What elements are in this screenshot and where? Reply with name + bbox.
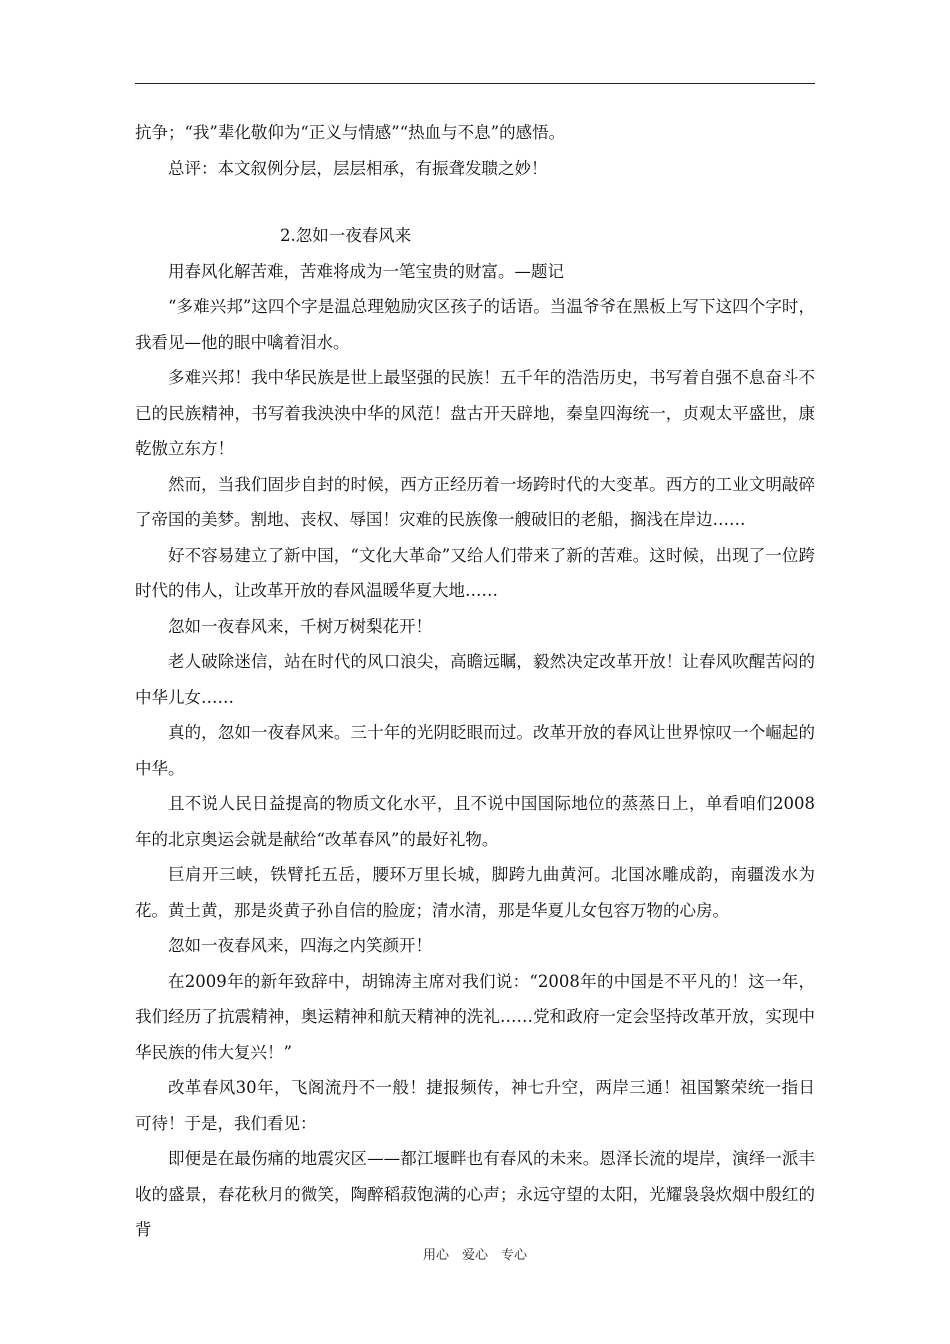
paragraph: 老人破除迷信，站在时代的风口浪尖，高瞻远瞩，毅然决定改革开放！让春风吹醒苦闷的中华儿女……: [135, 652, 815, 707]
paragraph: 在2009年的新年致辞中，胡锦涛主席对我们说：“2008年的中国是不平凡的！这一年，我们经历了抗震精神，奥运精神和航天精神的洗礼……党和政府一定会坚持改革开放，实现中华民族的伟大复兴！”: [135, 971, 815, 1062]
essay-title: 2.忽如一夜春风来: [280, 226, 412, 245]
paragraph: 抗争；“我”辈化敬仰为“正义与情感”“热血与不息”的感悟。: [135, 123, 566, 142]
paragraph: 真的，忽如一夜春风来。三十年的光阴眨眼而过。改革开放的春风让世界惊叹一个崛起的中华。: [135, 723, 815, 778]
paragraph: 忽如一夜春风来，千树万树梨花开！: [168, 616, 432, 636]
review-paragraph: 总评：本文叙例分层，层层相承，有振聋发聩之妙！: [168, 158, 548, 178]
paragraph: 忽如一夜春风来，四海之内笑颜开！: [168, 936, 432, 955]
paragraph: 即便是在最伤痛的地震灾区——都江堰畔也有春风的未来。恩泽长流的堤岸，演绎一派丰收的盛景，春花秋月的微笑，陶醉稻菽饱满的心声；永远守望的太阳，光耀袅袅炊烟中殷红的背: [135, 1149, 815, 1239]
paragraph: “多难兴邦”这四个字是温总理勉励灾区孩子的话语。当温爷爷在黑板上写下这四个字时，我看见—他的眼中噙着泪水。: [135, 297, 815, 352]
page-footer: 用心 爱心 专心: [422, 1248, 527, 1263]
header-rule: [135, 83, 815, 84]
paragraph: 多难兴邦！我中华民族是世上最坚强的民族！五千年的浩浩历史，书写着自强不息奋斗不已的民族精神，书写着我泱泱中华的风范！盘古开天辟地，秦皇四海统一，贞观太平盛世，康乾傲立东方！: [135, 368, 815, 458]
body-text: [135, 115, 815, 1248]
paragraph: 然而，当我们固步自封的时候，西方正经历着一场跨时代的大变革。西方的工业文明敲碎了帝国的美梦。割地、丧权、辱国！灾难的民族像一艘破旧的老船，搁浅在岸边……: [135, 474, 815, 529]
paragraph: 且不说人民日益提高的物质文化水平，且不说中国国际地位的蒸蒸日上，单看咱们2008年的北京奥运会就是献给“改革春风”的最好礼物。: [135, 794, 815, 849]
paragraph: 改革春风30年，飞阁流丹不一般！捷报频传，神七升空，两岸三通！祖国繁荣统一指日可待！于是，我们看见：: [135, 1078, 815, 1133]
paragraph: 巨肩开三峡，铁臂托五岳，腰环万里长城，脚跨九曲黄河。北国冰雕成韵，南疆泼水为花。黄土黄，那是炎黄子孙自信的脸庞；清水清，那是华夏儿女包容万物的心房。: [135, 865, 815, 920]
epigraph: 用春风化解苦难，苦难将成为一笔宝贵的财富。—题记: [168, 261, 564, 281]
paragraph: 好不容易建立了新中国，“文化大革命”又给人们带来了新的苦难。这时候，出现了一位跨时代的伟人，让改革开放的春风温暖华夏大地……: [135, 545, 815, 600]
